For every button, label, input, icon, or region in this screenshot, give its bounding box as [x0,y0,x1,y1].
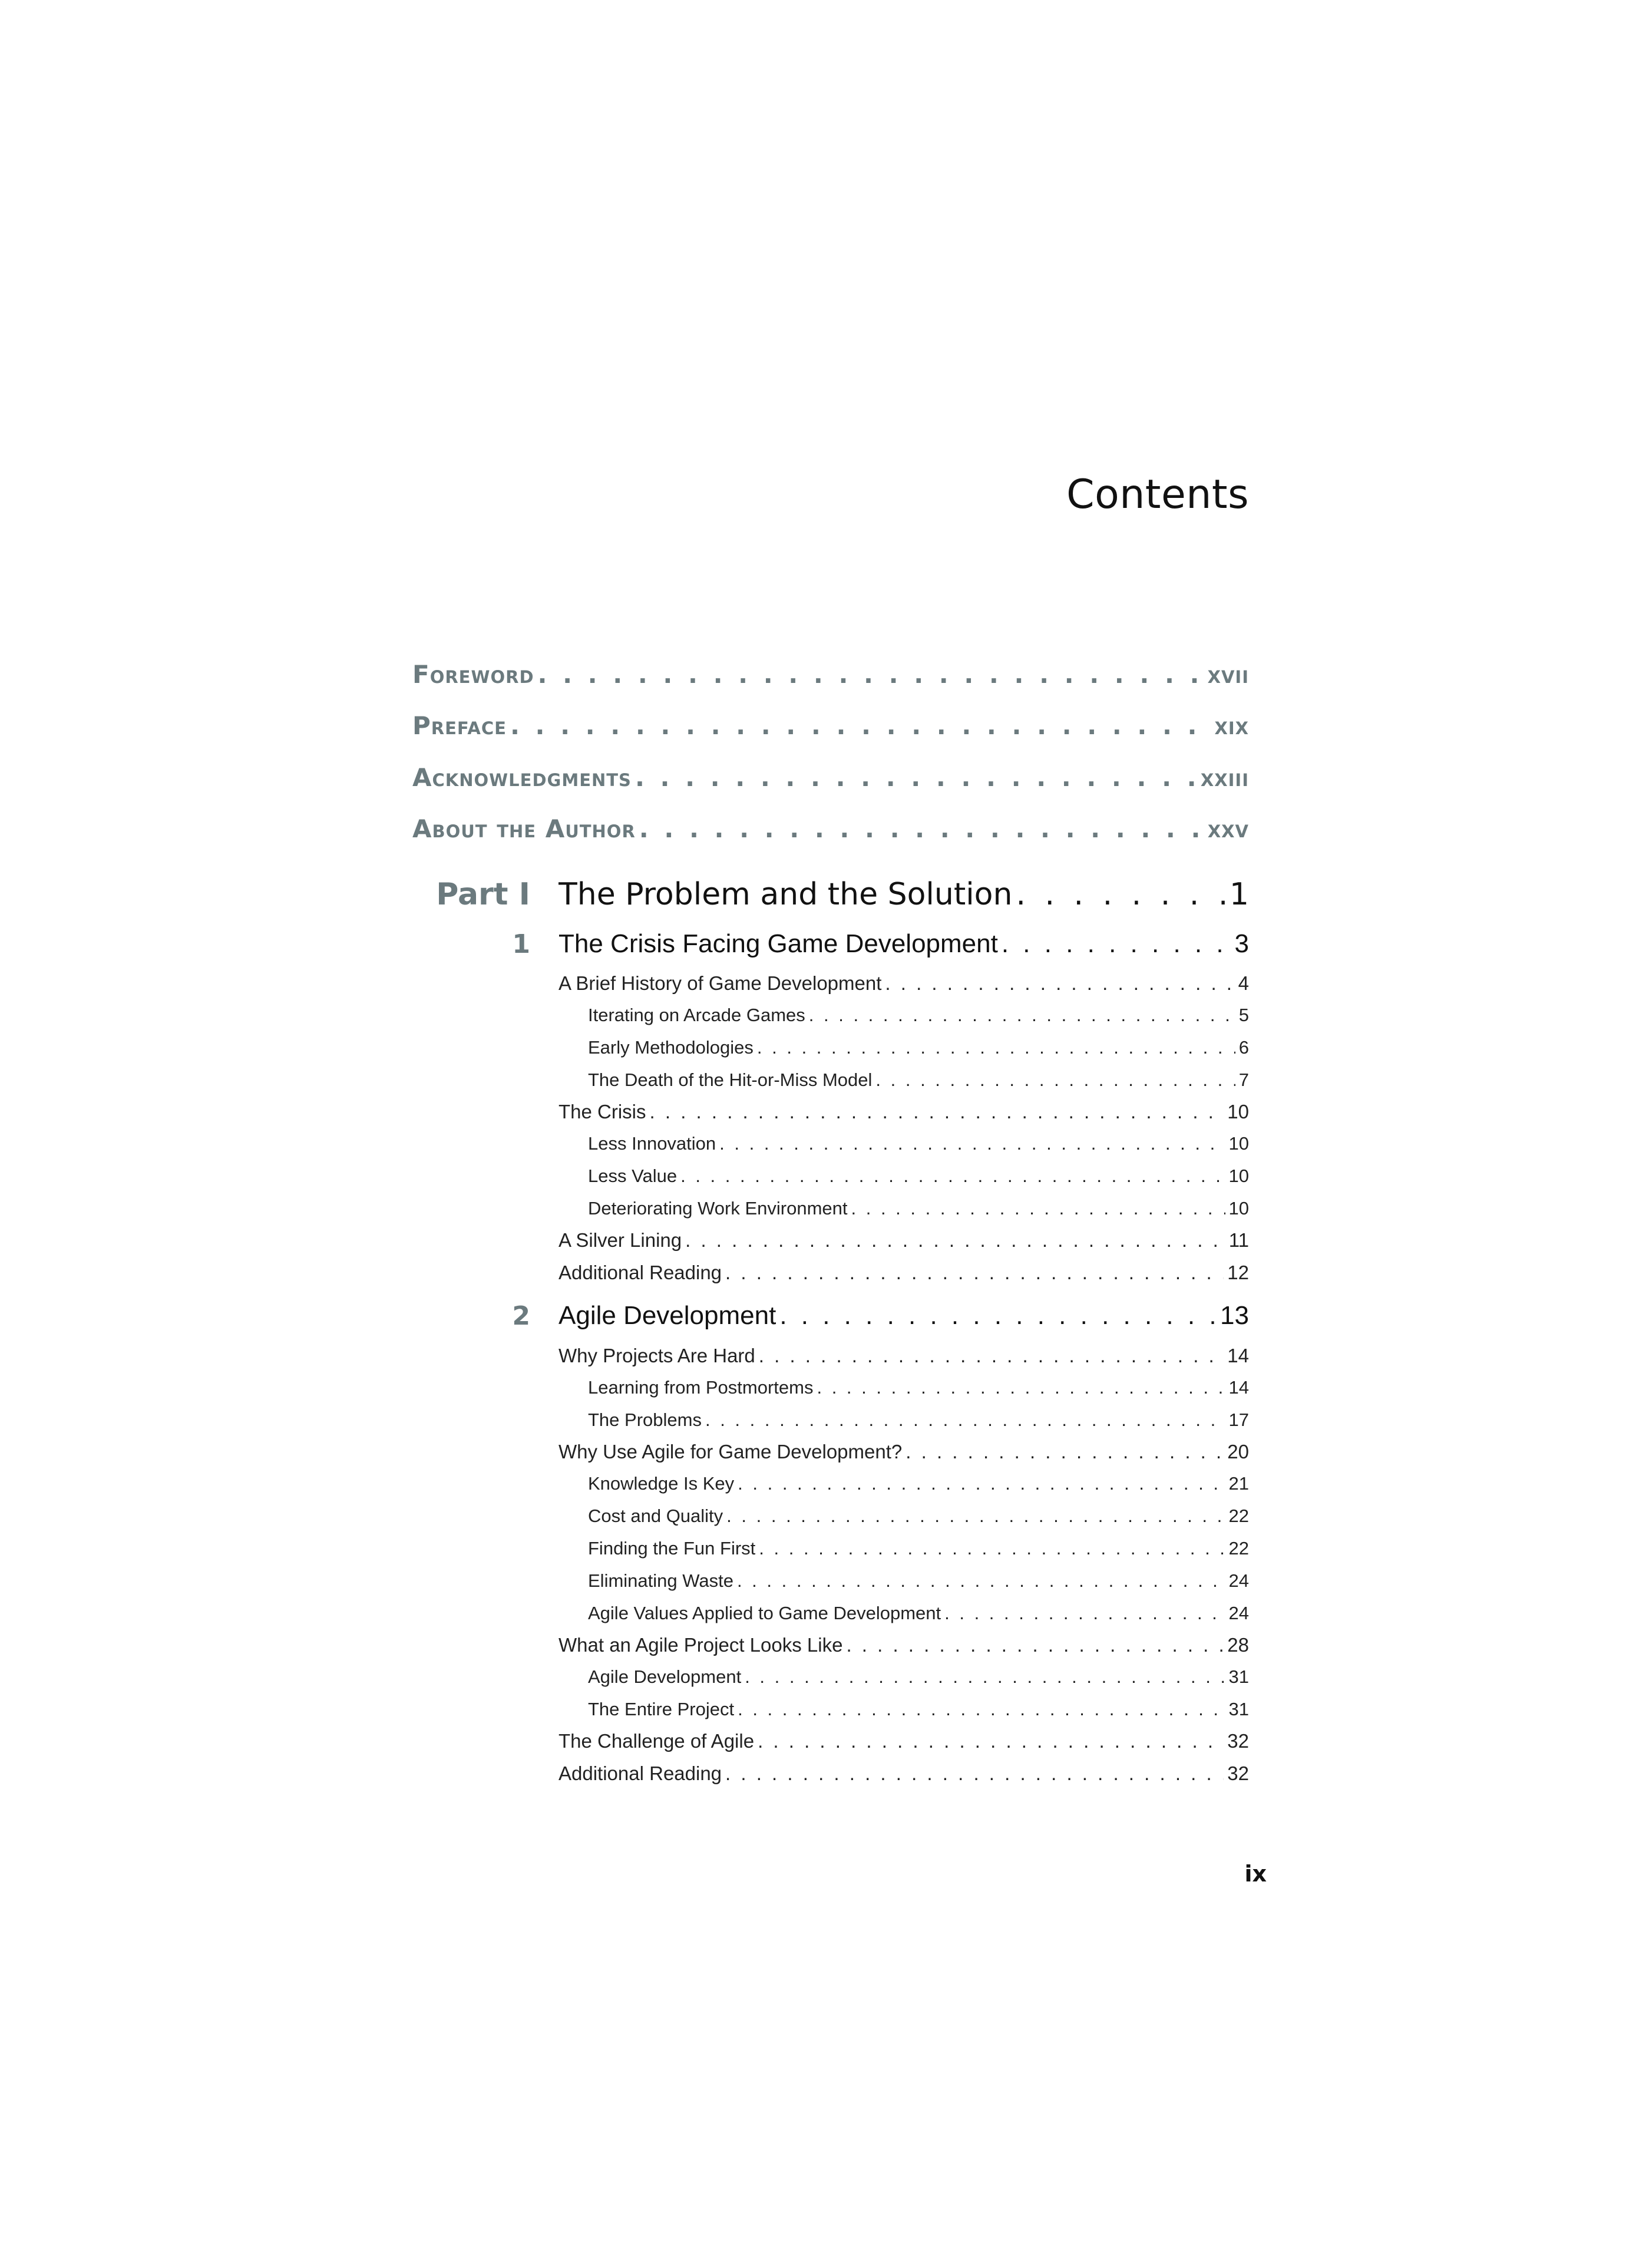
toc-entry-page: xix [1214,711,1249,740]
toc-entry-page: 28 [1227,1634,1249,1656]
toc-entry-page: 31 [1228,1699,1249,1719]
dot-leader [650,1101,1224,1123]
toc-entry-section[interactable] [559,1345,1249,1367]
dot-leader [758,1730,1224,1752]
toc-entry-subsection[interactable] [588,1699,1249,1720]
toc-entry-label: Finding the Fun First [588,1538,756,1559]
chapter-title: The Crisis Facing Game Development [559,929,998,958]
toc-entry-label: Preface [412,711,507,740]
toc-entry-section[interactable] [559,1101,1249,1123]
toc-entry-label: Iterating on Arcade Games [588,1005,805,1025]
toc-entry-page: 32 [1227,1762,1249,1784]
toc-entry-subsection[interactable] [588,1538,1249,1559]
toc-entry-subsection[interactable] [588,1377,1249,1398]
toc-entry-page: 17 [1228,1409,1249,1430]
dot-leader [726,1506,1225,1527]
dot-leader [906,1441,1224,1463]
toc-entry-section[interactable] [559,1441,1249,1463]
dot-leader [944,1603,1225,1624]
toc-entry-page: 6 [1238,1037,1249,1058]
toc-entry-page: 10 [1228,1166,1249,1186]
dot-leader [685,1229,1225,1252]
toc-entry-section[interactable] [559,1634,1249,1656]
dot-leader [745,1666,1225,1688]
dot-leader [851,1198,1225,1219]
dot-leader [538,660,1204,689]
toc-entry-page: 3 [1234,929,1249,958]
toc-entry-subsection[interactable] [588,1603,1249,1624]
toc-entry-page: xxiii [1200,763,1249,792]
toc-entry-subsection[interactable] [588,1037,1249,1058]
dot-leader [719,1133,1225,1154]
toc-entry-page: 31 [1228,1666,1249,1687]
dot-leader [757,1037,1235,1058]
dot-leader [875,1069,1235,1091]
toc-entry-subsection[interactable] [588,1005,1249,1026]
toc-entry-label: A Brief History of Game Development [559,972,882,994]
toc-entry-subsection[interactable] [588,1473,1249,1494]
toc-entry-label: The Death of the Hit-or-Miss Model [588,1069,873,1090]
toc-entry-page: 20 [1227,1441,1249,1463]
dot-leader [817,1377,1225,1398]
toc-entry-page: 10 [1228,1133,1249,1154]
page-title: Contents [1066,471,1249,518]
toc-entry-label: Agile Values Applied to Game Development [588,1603,941,1623]
toc-entry-label: Why Use Agile for Game Development? [559,1441,903,1463]
dot-leader [779,1301,1217,1331]
dot-leader [885,972,1234,995]
toc-entry-subsection[interactable] [588,1570,1249,1592]
part-title: The Problem and the Solution [559,877,1013,912]
toc-entry-section[interactable] [559,1762,1249,1785]
dot-leader [639,814,1204,843]
toc-entry-about-the-author[interactable] [412,814,1249,843]
toc-entry-label: Knowledge Is Key [588,1473,735,1494]
toc-entry-page: 1 [1229,877,1249,912]
toc-entry-label: The Entire Project [588,1699,735,1719]
toc-entry-label: About the Author [412,814,636,843]
toc-entry-subsection[interactable] [588,1069,1249,1091]
toc-entry-label: Less Value [588,1166,678,1186]
toc-entry-page: 24 [1228,1570,1249,1591]
toc-entry-page: 5 [1238,1005,1249,1025]
toc-entry-label: Foreword [412,660,534,689]
toc-entry-label: What an Agile Project Looks Like [559,1634,843,1656]
dot-leader [705,1409,1225,1431]
toc-entry-page: 22 [1228,1506,1249,1526]
toc-entry-label: The Crisis [559,1101,646,1123]
toc-entry-label: Learning from Postmortems [588,1377,814,1398]
chapter-title: Agile Development [559,1301,776,1330]
dot-leader [759,1345,1224,1367]
toc-entry-page: 10 [1228,1198,1249,1219]
toc-entry-acknowledgments[interactable] [412,763,1249,792]
toc-entry-section[interactable] [559,1262,1249,1284]
toc-entry-page: xxv [1207,814,1249,843]
toc-entry-subsection[interactable] [588,1409,1249,1431]
chapter-number: 1 [512,929,530,959]
dot-leader [1002,929,1231,959]
toc-entry-page: 24 [1228,1603,1249,1623]
toc-entry-label: Agile Development [588,1666,742,1687]
toc-entry-chapter[interactable] [559,929,1249,959]
dot-leader [725,1762,1224,1785]
page-number: ix [1244,1861,1267,1887]
dot-leader [738,1699,1225,1720]
dot-leader [846,1634,1224,1656]
dot-leader [738,1473,1225,1494]
dot-leader [725,1262,1224,1284]
toc-entry-label: Acknowledgments [412,763,632,792]
toc-entry-page: 10 [1227,1101,1249,1123]
toc-entry-page: xvii [1207,660,1249,689]
dot-leader [759,1538,1225,1559]
toc-entry-part[interactable] [559,877,1249,912]
toc-entry-page: 13 [1220,1301,1249,1330]
chapter-number: 2 [512,1301,530,1331]
toc-entry-label: A Silver Lining [559,1229,682,1251]
dot-leader [809,1005,1235,1026]
toc-entry-label: Eliminating Waste [588,1570,733,1591]
toc-entry-page: 21 [1228,1473,1249,1494]
toc-entry-label: Additional Reading [559,1262,722,1283]
part-number: Part I [436,877,530,912]
toc-entry-label: The Problems [588,1409,702,1430]
toc-entry-label: Additional Reading [559,1762,722,1784]
toc-entry-label: Deteriorating Work Environment [588,1198,848,1219]
toc-entry-page: 7 [1238,1069,1249,1090]
toc-entry-chapter[interactable] [559,1301,1249,1331]
toc-entry-section[interactable] [559,972,1249,995]
toc-entry-subsection[interactable] [588,1666,1249,1688]
dot-leader [510,711,1211,740]
toc-entry-page: 4 [1238,972,1249,994]
toc-entry-foreword[interactable] [412,660,1249,689]
toc-entry-page: 12 [1227,1262,1249,1283]
toc-entry-label: Early Methodologies [588,1037,754,1058]
dot-leader [737,1570,1225,1592]
toc-entry-section[interactable] [559,1730,1249,1752]
toc-entry-page: 22 [1228,1538,1249,1559]
toc-entry-subsection[interactable] [588,1166,1249,1187]
toc-entry-label: Cost and Quality [588,1506,723,1526]
toc-entry-subsection[interactable] [588,1198,1249,1219]
toc-entry-page: 14 [1227,1345,1249,1366]
dot-leader [1016,877,1225,912]
toc-entry-label: Less Innovation [588,1133,716,1154]
toc-entry-page: 14 [1228,1377,1249,1398]
toc-entry-subsection[interactable] [588,1133,1249,1154]
toc-entry-section[interactable] [559,1229,1249,1252]
toc-entry-label: The Challenge of Agile [559,1730,755,1752]
dot-leader [680,1166,1225,1187]
toc-entry-page: 11 [1228,1229,1249,1251]
toc-entry-preface[interactable] [412,711,1249,740]
toc-entry-page: 32 [1227,1730,1249,1752]
toc-entry-label: Why Projects Are Hard [559,1345,755,1366]
toc-entry-subsection[interactable] [588,1506,1249,1527]
dot-leader [635,763,1197,792]
